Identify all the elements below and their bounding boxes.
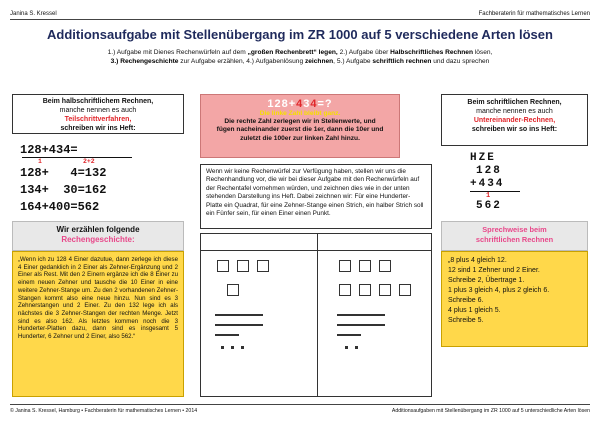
hundred-square xyxy=(339,260,351,272)
story-heading-line-2: Rechengeschichte: xyxy=(61,235,135,244)
halfwritten-step-1: 128+ 4=132 xyxy=(20,166,107,180)
halfwritten-mark-1: 1 xyxy=(38,158,42,165)
task-2-emphasis: Halbschriftliches Rechnen xyxy=(390,49,473,56)
ten-bar xyxy=(337,314,385,316)
footer-left: © Janina S. Kressel, Hamburg • Fachberaterin für mathematisches Lernen • 2014 xyxy=(10,408,198,414)
hundred-square xyxy=(379,284,391,296)
five-bar xyxy=(215,334,239,336)
task-4-text: 4.) Aufgabenlösung xyxy=(244,58,305,65)
header-subject: Fachberaterin für mathematisches Lernen xyxy=(478,11,590,17)
task-2-end: lösen, xyxy=(472,49,493,56)
halfwritten-intro-line-1: Beim halbschriftlichem Rechnen, xyxy=(42,98,154,105)
column-addition xyxy=(470,152,560,213)
speech-line: „8 plus 4 gleich 12. xyxy=(448,257,507,264)
drawing-board xyxy=(200,233,432,397)
task-2-text: 2.) Aufgabe über xyxy=(337,49,391,56)
task-5-emphasis: schriftlich rechnen xyxy=(372,58,432,65)
halfwritten-task-underline xyxy=(22,144,132,158)
task-list xyxy=(14,48,586,66)
halfwritten-step-2: 134+ 30=162 xyxy=(20,183,107,197)
task-5-text: , 5.) Aufgabe xyxy=(333,58,373,65)
written-intro-line-2: manche nennen es auch xyxy=(476,108,553,115)
five-bar xyxy=(337,334,361,336)
rule-line-4: zuletzt die 100er zur linken Zahl hinzu. xyxy=(240,134,360,142)
one-dot xyxy=(345,346,348,349)
hundred-square xyxy=(339,284,351,296)
story-heading xyxy=(12,221,184,251)
hundred-square xyxy=(257,260,269,272)
rule-line-3: fügen nacheinander zuerst die 1er, dann die 10er und xyxy=(216,126,384,134)
eq-digit-ones: 4 xyxy=(310,98,318,110)
hundred-square xyxy=(227,284,239,296)
eq-equals: =? xyxy=(317,98,333,110)
story-text: „Wenn ich zu 128 4 Einer dazutue, dann zerlege ich diese 4 Einer gedanklich in 2 Einer als Zehner-Ergänzung und 2 Einer als Rest. Mit den 2 Einern ergänze ich die 8 Einer zu einem neuen Zehner und tausche die 10 Einer in eine weitere Zehner-Stange um. Zu den 2 vorhandenen Zehner-Stangen kommt also eine neue hinzu. Nun sind es 3 Zehnerstangen und 2 Einer. Zu den 132 lege ich als nächstes die 3 Zehner-Stangen der rechten Menge. Jetzt sind es also 162. Als letztes kommen noch die 3 Hunderter-Platten dazu, dann sind es insgesamt 5 Hunderter, 6 Zehner und 2 Einer, also 562.“ xyxy=(12,251,184,397)
task-5-end: und dazu sprechen xyxy=(431,58,490,65)
halfwritten-task: 128+434= xyxy=(20,143,78,157)
ten-bar xyxy=(215,314,263,316)
task-1-emphasis: „großen Rechenbrett“ legen, xyxy=(247,49,338,56)
board-divider-vertical xyxy=(317,234,318,396)
drawing-instructions: Wenn wir keine Rechenwürfel zur Verfügung haben, stellen wir uns die Rechenhandlung vor, die wir bei dieser Aufgabe mit den Rechenwürfeln auf der Rechentafel vornehmen würden, und zeichnen dies wie in der unten stehenden Darstellung ins Heft. Dabei zeichnen wir: Für eine Hunderter-Platte ein Quadrat, für eine Zehner-Stange einen Strich, ein halber Strich soll ein Fünfer sein, für einen Einer einen Punkt. xyxy=(200,164,432,229)
footer-right: Additionsaufgaben mit Stellenübergang im ZR 1000 auf 5 unterschiedliche Arten lösen xyxy=(391,408,590,414)
column-header-hze: HZE xyxy=(470,152,496,164)
halfwritten-intro-line-2: manche nennen es auch xyxy=(59,107,137,114)
speech-line: 4 plus 1 gleich 5. xyxy=(448,307,501,314)
page-header xyxy=(10,6,590,20)
written-intro-line-1: Beim schriftlichen Rechnen, xyxy=(467,99,562,106)
halfwritten-intro-box xyxy=(12,94,184,134)
one-dot xyxy=(241,346,244,349)
speech-heading-line-2: schriftlichen Rechnen xyxy=(475,234,554,244)
column-result: 562 xyxy=(476,200,502,212)
ten-bar xyxy=(337,324,385,326)
hundred-square xyxy=(217,260,229,272)
story-heading-line-1: Wir erzählen folgende xyxy=(56,225,140,234)
halfwritten-step-3: 164+400=562 xyxy=(20,200,100,214)
speech-text xyxy=(441,251,588,347)
speech-heading xyxy=(441,221,588,251)
hundred-square xyxy=(359,260,371,272)
column-row-2: +434 xyxy=(470,178,520,192)
eq-left-number: 128 xyxy=(267,98,289,110)
speech-line: 1 plus 3 gleich 4, plus 2 gleich 6. xyxy=(448,287,550,294)
task-1-text: 1.) Aufgabe mit Dienes Rechenwürfeln auf dem xyxy=(107,49,248,56)
decompose-equation xyxy=(206,98,394,110)
speech-heading-line-1: Sprechweise beim xyxy=(482,225,547,234)
task-3-text: zur Aufgabe erzählen, xyxy=(178,58,245,65)
written-intro-box xyxy=(441,94,588,146)
header-author: Janina S. Kressel xyxy=(10,11,57,17)
one-dot xyxy=(221,346,224,349)
written-intro-line-3: Untereinander-Rechnen, xyxy=(473,117,556,124)
speech-line: 12 sind 1 Zehner und 2 Einer. xyxy=(448,267,540,274)
hundred-square xyxy=(399,284,411,296)
ten-bar xyxy=(215,324,263,326)
page-title: Additionsaufgabe mit Stellenübergang im ZR 1000 auf 5 verschiedene Arten lösen xyxy=(47,27,553,42)
column-carry: 1 xyxy=(486,192,491,200)
page-footer xyxy=(10,404,590,414)
rule-line-1: Die linke Zahl bleibt ganz. xyxy=(259,110,341,117)
halfwritten-mark-2: 2+2 xyxy=(83,158,95,165)
task-3-number: 3.) xyxy=(110,58,121,65)
eq-digit-hundreds: 4 xyxy=(296,98,304,110)
rule-line-2: Die rechte Zahl zerlegen wir in Stellenwerte, und xyxy=(224,118,376,126)
halfwritten-intro-line-3: Teilschrittverfahren, xyxy=(64,116,132,123)
eq-plus: + xyxy=(288,98,297,110)
one-dot xyxy=(355,346,358,349)
task-3-emphasis: Rechengeschichte xyxy=(120,58,179,65)
decompose-rule-box xyxy=(200,94,400,158)
speech-line: Schreibe 5. xyxy=(448,317,484,324)
board-divider-horizontal xyxy=(201,250,431,251)
speech-line: Schreibe 2, Übertrage 1. xyxy=(448,277,525,284)
task-4-emphasis: zeichnen xyxy=(304,58,334,65)
written-intro-line-4: schreiben wir so ins Heft: xyxy=(471,126,558,133)
eq-digit-tens: 3 xyxy=(303,98,311,110)
hundred-square xyxy=(379,260,391,272)
column-row-1: 128 xyxy=(476,165,502,177)
one-dot xyxy=(231,346,234,349)
hundred-square xyxy=(359,284,371,296)
halfwritten-intro-line-4: schreiben wir ins Heft: xyxy=(60,125,136,132)
hundred-square xyxy=(237,260,249,272)
speech-line: Schreibe 6. xyxy=(448,297,484,304)
